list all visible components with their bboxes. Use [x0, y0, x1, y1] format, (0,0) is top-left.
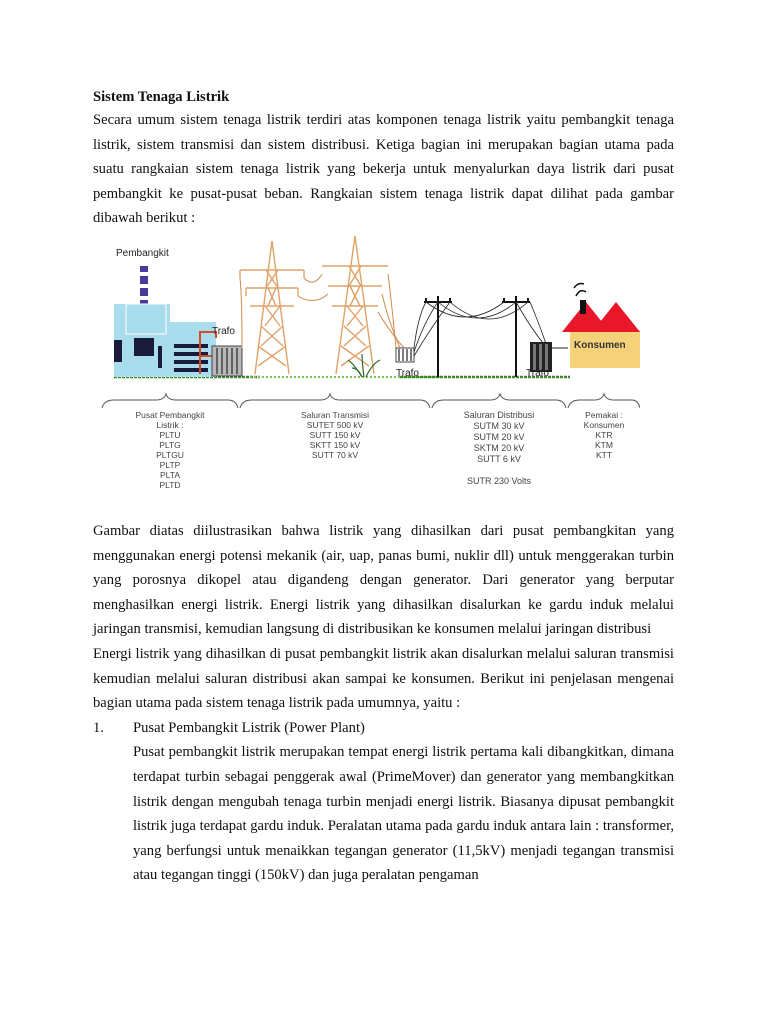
section-pembangkit-item: PLTU [159, 429, 181, 440]
section-pemakai-item: Konsumen [583, 419, 625, 430]
document-page [93, 86, 674, 888]
section-pemakai [584, 410, 625, 460]
section-pembangkit-title: Pusat Pembangkit [135, 409, 205, 420]
section-transmisi-item: SKTT 150 kV [309, 439, 361, 450]
section-pembangkit-item: PLTG [159, 439, 181, 450]
transmission-tower-right-icon [322, 236, 388, 374]
section-distribusi-item: SKTM 20 kV [473, 442, 525, 453]
transmission-tower-left-icon [240, 241, 304, 374]
pembangkit-label: Pembangkit [116, 247, 169, 259]
list-item-number: 1. [93, 719, 104, 736]
trafo-label-1: Trafo [212, 325, 235, 337]
section-transmisi-title: Saluran Transmisi [300, 409, 370, 420]
list-item-body: Pusat pembangkit listrik merupakan tempat energi listrik pertama kali dibangkitkan, dimana terdapat turbin sebagai penggerak awal (PrimeMover) dan generator yang membangkitkan listrik dengan mengubah tenaga turbin menjadi energi listrik. Biasanya dipusat pembangkit listrik juga terdapat gardu induk. Peralatan utama pada gardu induk antara lain : transformer, yang berfungsi untuk menaikkan tegangan generator (11,5kV) menjadi tegangan transmisi atau tegangan tinggi (150kV) dan juga peralatan pengaman [133, 744, 674, 884]
transformer-2-icon [396, 348, 414, 362]
consumer-house-icon [562, 283, 640, 368]
trafo-label-2: Trafo [396, 367, 419, 379]
section-pembangkit-subtitle: Listrik : [156, 419, 184, 430]
list-item [93, 716, 674, 888]
section-distribusi [464, 410, 535, 486]
diagram-svg [100, 236, 640, 511]
section-pembangkit-item: PLTP [159, 459, 181, 470]
transformer-1-icon [212, 346, 242, 376]
section-pemakai-title: Pemakai : [585, 409, 623, 420]
document-heading: Sistem Tenaga Listrik [93, 89, 230, 105]
transmission-wires [240, 274, 404, 348]
section-pemakai-item: KTT [595, 449, 613, 460]
konsumen-label: Konsumen [574, 339, 626, 351]
distribution-pole-right-icon [502, 296, 530, 377]
section-pemakai-item: KTR [595, 429, 613, 440]
section-distribusi-extra: SUTR 230 Volts [466, 475, 532, 486]
section-pembangkit [136, 410, 206, 490]
section-distribusi-title: Saluran Distribusi [463, 409, 535, 420]
list-item-title: Pusat Pembangkit Listrik (Power Plant) [133, 719, 365, 736]
explanation-paragraph: Gambar diatas diilustrasikan bahwa listrik yang dihasilkan dari pusat pembangkitan yang menggunakan energi potensi mekanik (air, uap, panas bumi, nuklir dll) untuk menggerakan turbin yang porosnya dikopel atau digandeng dengan generator. Dari generator yang berputar menghasilkan energi listrik. Energi listrik yang dihasilkan disalurkan ke gardu induk melalui jaringan transmisi, kemudian langsung di distribusikan ke konsumen melalui jaringan distribusi [93, 522, 674, 638]
trafo-label-3: Trafo [526, 367, 549, 379]
section-pemakai-item: KTM [595, 439, 613, 450]
section-transmisi-item: SUTT 150 kV [309, 429, 361, 440]
section-pembangkit-item: PLTA [160, 469, 180, 480]
section-transmisi-item: SUTET 500 kV [306, 419, 364, 430]
intro-paragraph: Secara umum sistem tenaga listrik terdiri atas komponen tenaga listrik yaitu pembangkit tenaga listrik, sistem transmisi dan sistem distribusi. Ketiga bagian ini merupakan bagian utama pada suatu rangkaian sistem tenaga listrik yang bekerja untuk menyalurkan daya listrik dari pusat pembangkit ke pusat-pusat beban. Rangkaian sistem tenaga listrik dapat dilihat pada gambar dibawah berikut : [93, 112, 674, 227]
summary-paragraph: Energi listrik yang dihasilkan di pusat pembangkit listrik akan disalurkan melalui saluran transmisi kemudian melalui saluran distribusi akan sampai ke konsumen. Berikut ini penjelasan mengenai bagian utama pada sistem tenaga listrik pada umumnya, yaitu : [93, 645, 674, 712]
section-transmisi [301, 410, 369, 460]
section-distribusi-item: SUTM 20 kV [473, 431, 525, 442]
distribution-pole-left-icon [424, 296, 452, 377]
distribution-wires [414, 302, 546, 356]
section-transmisi-item: SUTT 70 kV [311, 449, 359, 460]
section-pembangkit-item: PLTGU [156, 449, 184, 460]
section-distribusi-item: SUTM 30 kV [473, 420, 525, 431]
section-pembangkit-item: PLTD [159, 479, 181, 490]
power-system-diagram [100, 236, 640, 511]
section-distribusi-item: SUTT 6 kV [477, 453, 521, 464]
section-braces [102, 394, 640, 408]
